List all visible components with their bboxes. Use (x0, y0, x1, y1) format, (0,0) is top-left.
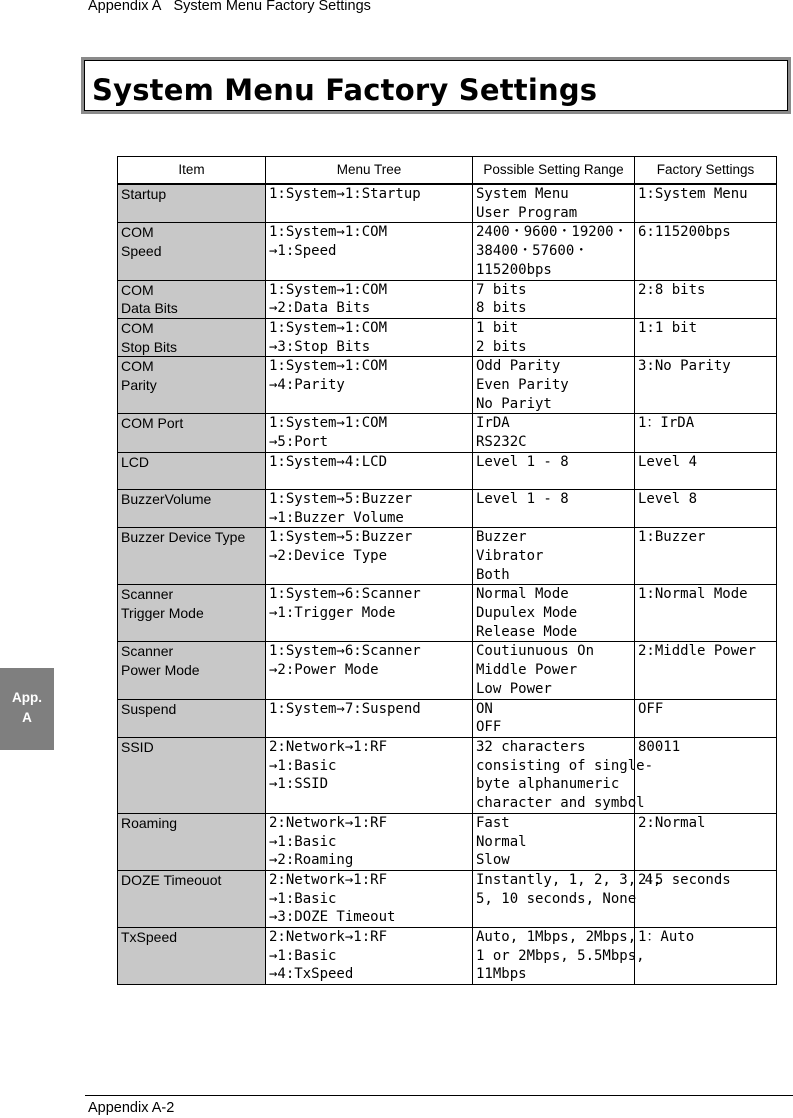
table-header-row (118, 157, 777, 185)
menu-tree-cell-line: →1:Basic (269, 757, 337, 774)
range-cell-line: Both (476, 566, 510, 583)
range-cell-line: Even Parity (476, 377, 569, 394)
range-cell-line: ON (476, 700, 493, 717)
table-row (118, 414, 777, 452)
menu-tree-cell-line: →2:Roaming (269, 852, 354, 869)
menu-tree-cell-line: →3:DOZE Timeout (269, 909, 396, 926)
table-row (118, 184, 777, 223)
item-cell-line: COM (121, 281, 154, 298)
table-row (118, 280, 777, 318)
item-cell-line: Scanner (121, 643, 174, 660)
range-cell (473, 928, 645, 985)
factory-cell-line: 1:Buzzer (638, 529, 706, 546)
item-cell (118, 585, 266, 642)
menu-tree-cell-line: →3:Stop Bits (269, 338, 371, 355)
range-cell (473, 184, 635, 223)
factory-cell (635, 223, 777, 280)
page-title: System Menu Factory Settings (92, 73, 598, 107)
menu-tree-cell-line: →4:Parity (269, 377, 345, 394)
range-cell-line: Odd Parity (476, 358, 561, 375)
menu-tree-cell-line: 1:System→1:COM (269, 415, 388, 432)
range-cell-line: Coutiunuous On (476, 643, 595, 660)
menu-tree-cell-line: →1:SSID (269, 776, 329, 793)
menu-tree-cell-line: 2:Network→1:RF (269, 929, 388, 946)
table-row (118, 699, 777, 737)
range-cell-line: 1 or 2Mbps, 5.5Mbps, (476, 947, 645, 964)
menu-tree-cell-line: 1:System→1:COM (269, 224, 388, 241)
factory-cell-line: 1:1 bit (638, 319, 698, 336)
menu-tree-cell (266, 414, 473, 452)
range-cell-line: 1 bit (476, 319, 519, 336)
menu-tree-cell (266, 528, 473, 585)
item-cell (118, 414, 266, 452)
factory-cell-line: 1：Auto (638, 929, 695, 946)
menu-tree-cell-line: →2:Power Mode (269, 662, 379, 679)
table-row (118, 813, 777, 870)
range-cell-line: 32 characters (476, 738, 586, 755)
factory-cell-line: 6:115200bps (638, 224, 731, 241)
item-cell (118, 699, 266, 737)
header-menu-tree: Menu Tree (266, 157, 473, 185)
item-cell (118, 528, 266, 585)
item-cell (118, 870, 266, 927)
table-row (118, 528, 777, 585)
factory-cell (635, 414, 777, 452)
item-cell-line: BuzzerVolume (121, 490, 212, 507)
range-cell-line: Fast (476, 814, 510, 831)
item-cell (118, 223, 266, 280)
menu-tree-cell (266, 184, 473, 223)
range-cell-line: Middle Power (476, 662, 578, 679)
item-cell-line: DOZE Timeouot (121, 871, 222, 888)
menu-tree-cell (266, 870, 473, 927)
menu-tree-cell-line: 1:System→1:Startup (269, 186, 421, 202)
menu-tree-cell-line: 1:System→1:COM (269, 319, 388, 336)
item-cell-line: COM (121, 358, 154, 375)
item-cell (118, 184, 266, 223)
menu-tree-cell (266, 928, 473, 985)
menu-tree-cell-line: 1:System→7:Suspend (269, 700, 421, 717)
range-cell-line: System Menu (476, 186, 569, 202)
menu-tree-cell-line: →5:Port (269, 434, 329, 451)
factory-cell-line: Level 8 (638, 490, 698, 507)
menu-tree-cell-line: 1:System→4:LCD (269, 453, 388, 470)
item-cell-line: SSID (121, 738, 154, 755)
item-cell-line: Suspend (121, 700, 177, 717)
footer-rule (85, 1095, 793, 1096)
range-cell (473, 528, 635, 585)
factory-cell-line: 1:Normal Mode (638, 586, 748, 603)
side-tab-line-2: A (22, 710, 32, 725)
item-cell-line: Power Mode (121, 662, 200, 679)
menu-tree-cell (266, 318, 473, 356)
appendix-side-tab (0, 668, 54, 750)
menu-tree-cell-line: 1:System→1:COM (269, 281, 388, 298)
menu-tree-cell-line: 1:System→1:COM (269, 358, 388, 375)
menu-tree-cell-line: 1:System→6:Scanner (269, 586, 421, 603)
factory-cell (635, 642, 777, 699)
factory-cell (635, 737, 777, 813)
table-row (118, 357, 777, 414)
range-cell (473, 870, 662, 927)
menu-tree-cell-line: →1:Trigger Mode (269, 605, 396, 622)
range-cell-line: Slow (476, 852, 510, 869)
item-cell-line: Stop Bits (121, 338, 178, 355)
item-cell (118, 928, 266, 985)
menu-tree-cell-line: →1:Speed (269, 243, 337, 260)
menu-tree-cell (266, 699, 473, 737)
menu-tree-cell (266, 642, 473, 699)
range-cell (473, 452, 635, 489)
factory-cell (635, 318, 777, 356)
factory-cell (635, 452, 777, 489)
menu-tree-cell-line: 2:Network→1:RF (269, 738, 388, 755)
range-cell-line: No Pariyt (476, 395, 552, 412)
factory-cell-line: 3:No Parity (638, 358, 731, 375)
range-cell-line: Auto, 1Mbps, 2Mbps, (476, 929, 637, 946)
title-box-inner (84, 60, 788, 111)
menu-tree-cell-line: →2:Device Type (269, 547, 388, 564)
range-cell-line: OFF (476, 719, 502, 736)
menu-tree-cell (266, 357, 473, 414)
menu-tree-cell (266, 280, 473, 318)
item-cell-line: COM (121, 319, 154, 336)
factory-cell (635, 528, 777, 585)
factory-cell-line: 1：IrDA (638, 415, 695, 432)
range-cell-line: 11Mbps (476, 966, 527, 983)
item-cell (118, 813, 266, 870)
range-cell-line: User Program (476, 204, 578, 221)
item-cell-line: Startup (121, 186, 167, 202)
factory-cell (635, 489, 777, 527)
factory-cell (635, 280, 777, 318)
table-row (118, 452, 777, 489)
range-cell (473, 357, 635, 414)
table-row (118, 737, 777, 813)
range-cell-line: Normal (476, 833, 527, 850)
range-cell-line: 38400・57600・ (476, 243, 589, 260)
running-header: Appendix A System Menu Factory Settings (88, 0, 371, 14)
range-cell (473, 737, 654, 813)
range-cell (473, 318, 635, 356)
range-cell-line: 2400・9600・19200・ (476, 224, 628, 241)
menu-tree-cell (266, 489, 473, 527)
range-cell (473, 585, 635, 642)
settings-table (117, 156, 777, 985)
range-cell-line: Normal Mode (476, 586, 569, 603)
range-cell-line: Level 1 - 8 (476, 453, 569, 470)
item-cell (118, 280, 266, 318)
range-cell (473, 414, 635, 452)
item-cell (118, 452, 266, 489)
range-cell (473, 280, 635, 318)
factory-cell-line: OFF (638, 700, 664, 717)
item-cell (118, 489, 266, 527)
table-row (118, 318, 777, 356)
menu-tree-cell (266, 737, 473, 813)
range-cell-line: Vibrator (476, 547, 544, 564)
menu-tree-cell (266, 223, 473, 280)
table-row (118, 585, 777, 642)
item-cell (118, 357, 266, 414)
range-cell-line: 5, 10 seconds, None (476, 890, 637, 907)
factory-cell (635, 870, 777, 927)
item-cell-line: LCD (121, 453, 150, 470)
header-factory-settings: Factory Settings (635, 157, 777, 185)
range-cell-line: IrDA (476, 415, 510, 432)
item-cell-line: Parity (121, 377, 157, 394)
range-cell-line: 115200bps (476, 261, 552, 278)
factory-cell-line: Level 4 (638, 453, 698, 470)
menu-tree-cell (266, 813, 473, 870)
menu-tree-cell-line: 2:Network→1:RF (269, 814, 388, 831)
factory-cell-line: 2:Normal (638, 814, 706, 831)
item-cell-line: Roaming (121, 814, 178, 831)
menu-tree-cell-line: 2:Network→1:RF (269, 871, 388, 888)
range-cell (473, 642, 635, 699)
factory-cell (635, 928, 777, 985)
menu-tree-cell (266, 585, 473, 642)
factory-cell (635, 585, 777, 642)
item-cell (118, 318, 266, 356)
item-cell-line: Scanner (121, 586, 174, 603)
menu-tree-cell-line: →2:Data Bits (269, 300, 371, 317)
table-row (118, 489, 777, 527)
range-cell-line: byte alphanumeric (476, 776, 620, 793)
item-cell-line: TxSpeed (121, 929, 178, 946)
table-row (118, 642, 777, 699)
range-cell (473, 223, 635, 280)
range-cell-line: Level 1 - 8 (476, 490, 569, 507)
item-cell-line: COM Port (121, 415, 184, 432)
factory-cell (635, 357, 777, 414)
range-cell-line: Instantly, 1, 2, 3, 4, (476, 871, 662, 888)
menu-tree-cell (266, 452, 473, 489)
menu-tree-cell-line: →1:Basic (269, 890, 337, 907)
menu-tree-cell-line: 1:System→6:Scanner (269, 643, 421, 660)
item-cell-line: Data Bits (121, 300, 178, 317)
range-cell (473, 813, 635, 870)
page-footer: Appendix A-2 (88, 1100, 175, 1116)
range-cell (473, 699, 635, 737)
title-frame (81, 57, 791, 114)
range-cell-line: character and symbol (476, 795, 645, 812)
factory-cell-line: 2:8 bits (638, 281, 706, 298)
table-body (118, 184, 777, 985)
factory-cell-line: 2:5 seconds (638, 871, 731, 888)
table-row (118, 223, 777, 280)
table-row (118, 928, 777, 985)
item-cell-line: Buzzer Device Type (121, 529, 246, 546)
range-cell-line: 8 bits (476, 300, 527, 317)
item-cell (118, 737, 266, 813)
range-cell-line: Dupulex Mode (476, 605, 578, 622)
range-cell-line: consisting of single- (476, 757, 654, 774)
range-cell-line: RS232C (476, 434, 527, 451)
range-cell-line: 7 bits (476, 281, 527, 298)
menu-tree-cell-line: →1:Buzzer Volume (269, 509, 404, 526)
table-row (118, 870, 777, 927)
factory-cell (635, 699, 777, 737)
side-tab-line-1: App. (12, 690, 42, 705)
menu-tree-cell-line: 1:System→5:Buzzer (269, 529, 413, 546)
item-cell-line: Speed (121, 243, 162, 260)
menu-tree-cell-line: 1:System→5:Buzzer (269, 490, 413, 507)
factory-cell-line: 80011 (638, 738, 681, 755)
range-cell (473, 489, 635, 527)
menu-tree-cell-line: →1:Basic (269, 947, 337, 964)
menu-tree-cell-line: →4:TxSpeed (269, 966, 354, 983)
menu-tree-cell-line: →1:Basic (269, 833, 337, 850)
header-setting-range: Possible Setting Range (473, 157, 635, 185)
range-cell-line: 2 bits (476, 338, 527, 355)
item-cell (118, 642, 266, 699)
item-cell-line: COM (121, 224, 154, 241)
range-cell-line: Low Power (476, 680, 552, 697)
range-cell-line: Release Mode (476, 623, 578, 640)
item-cell-line: Trigger Mode (121, 605, 204, 622)
factory-cell-line: 1:System Menu (638, 186, 748, 202)
factory-cell-line: 2:Middle Power (638, 643, 757, 660)
range-cell-line: Buzzer (476, 529, 527, 546)
header-item: Item (118, 157, 266, 185)
factory-cell (635, 813, 777, 870)
factory-cell (635, 184, 777, 223)
